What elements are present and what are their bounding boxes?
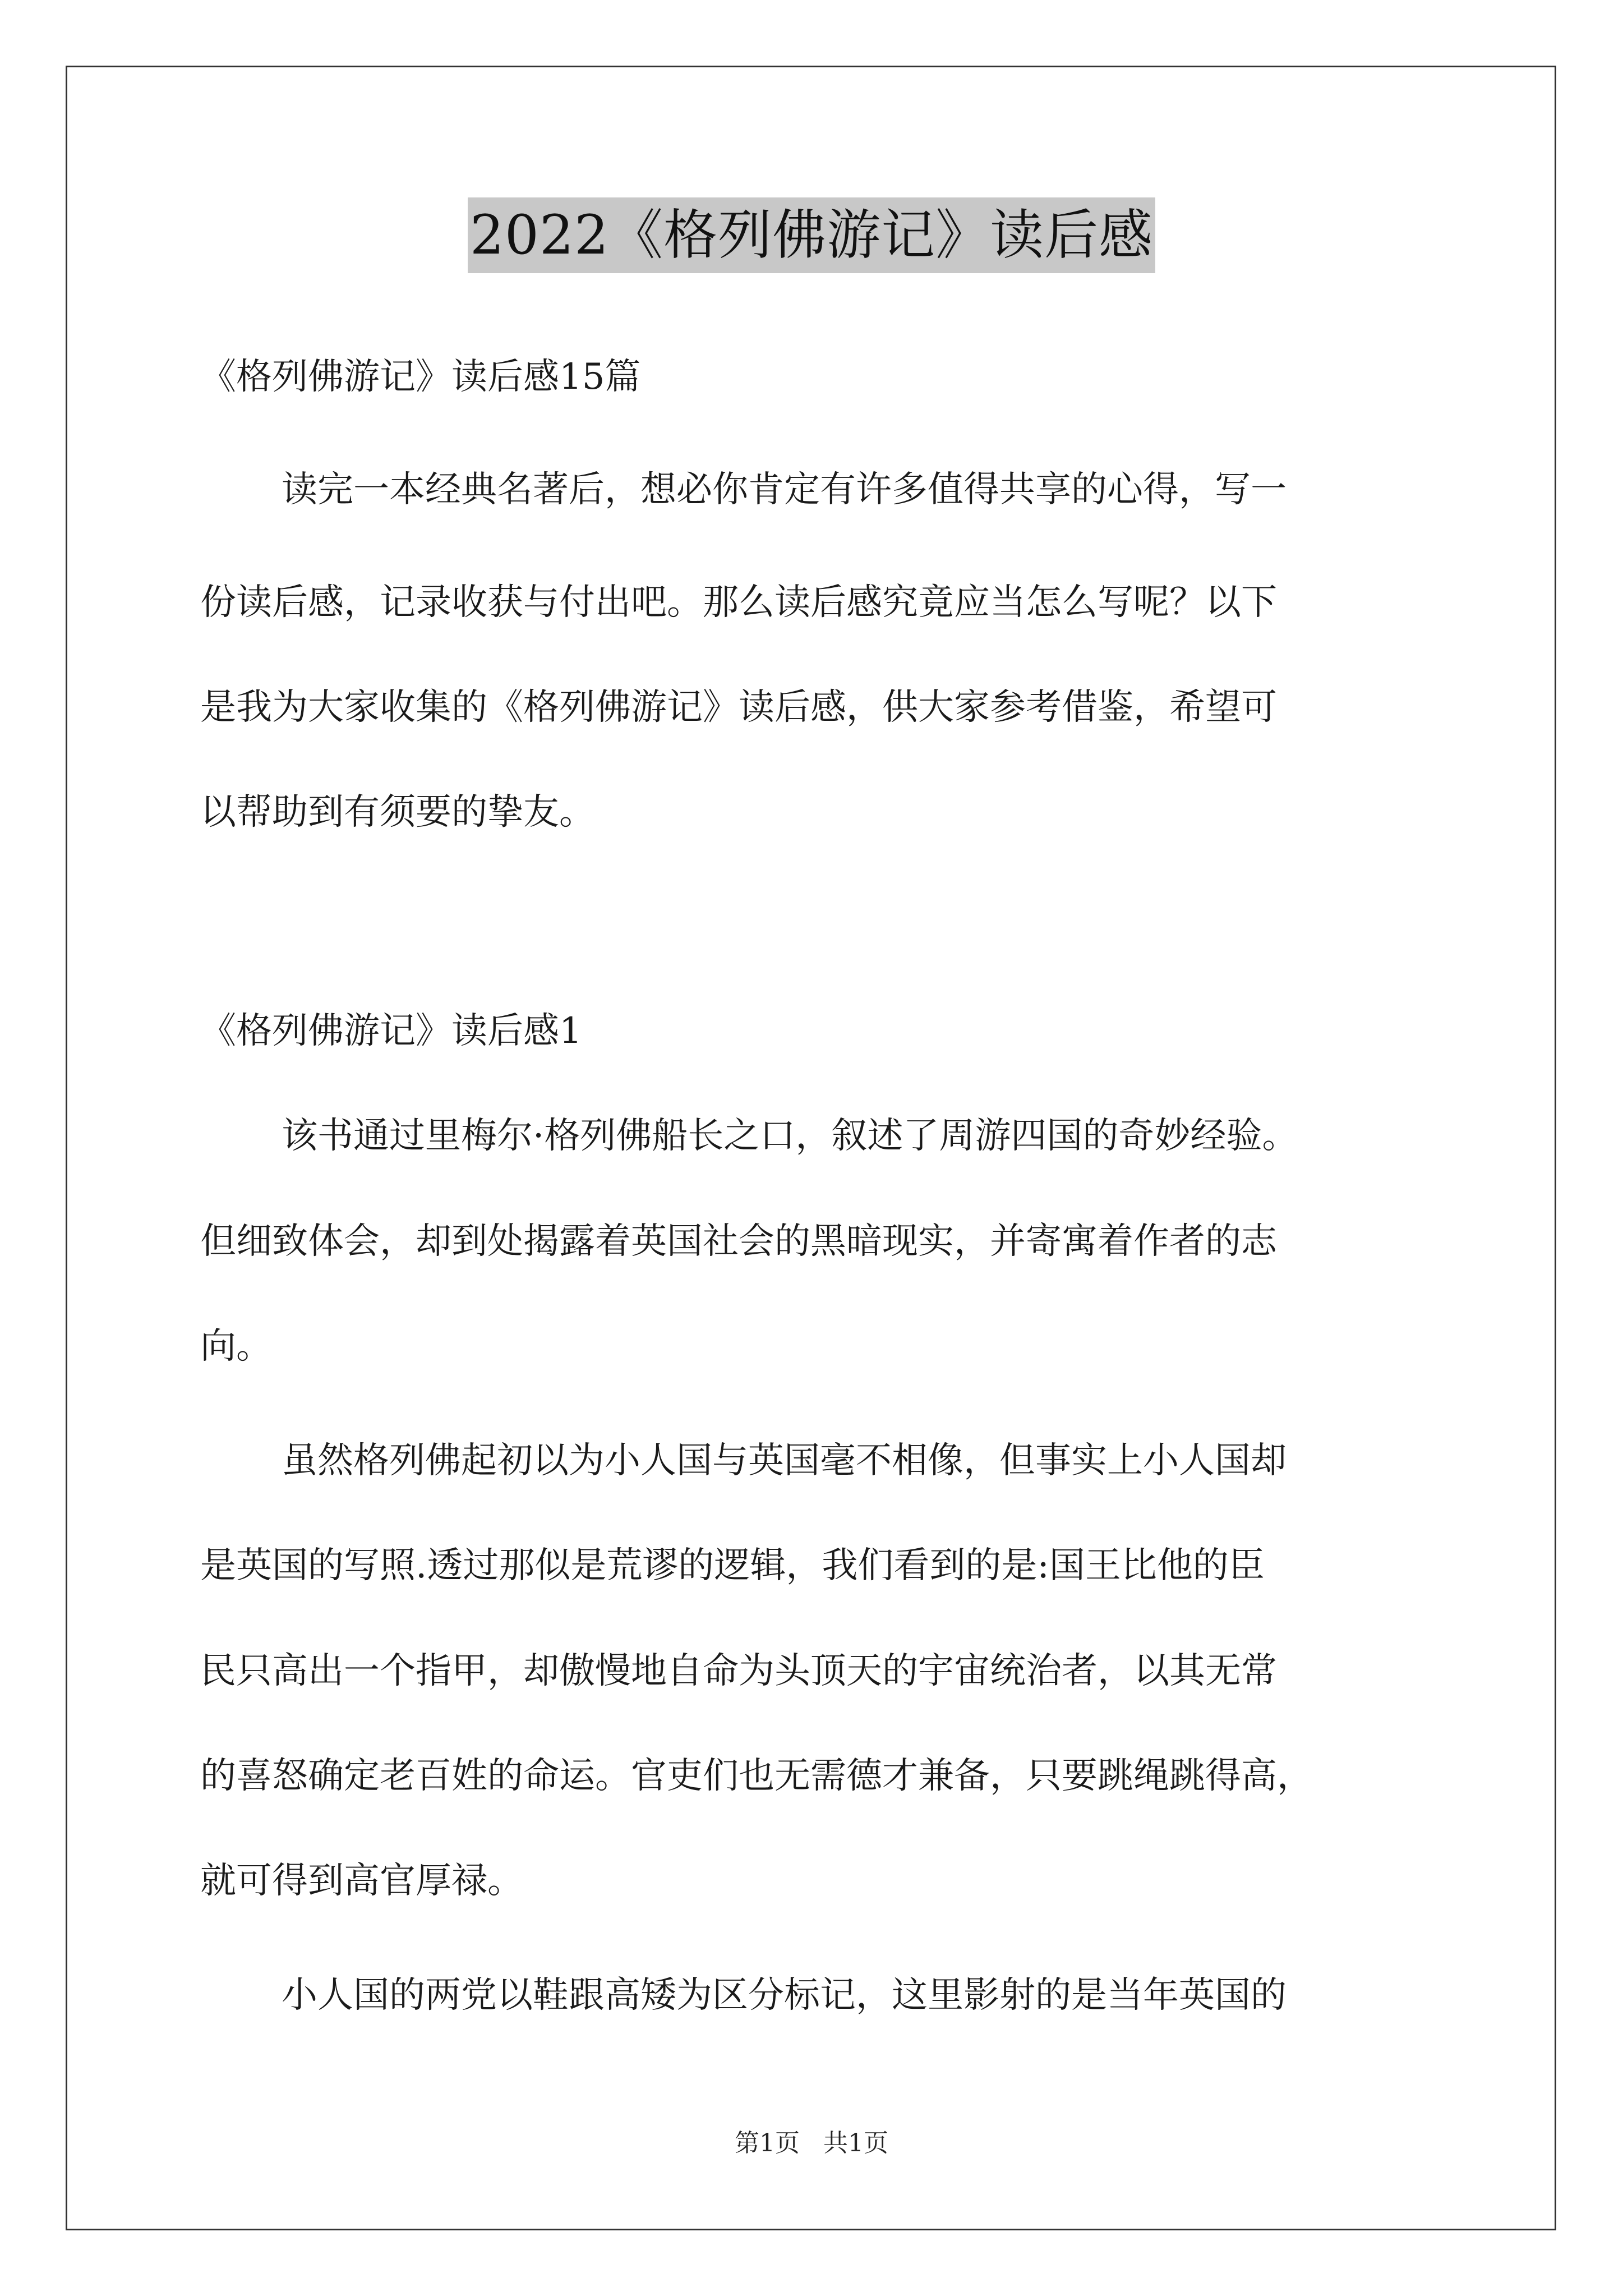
paragraph-line: 的喜怒确定老百姓的命运。官吏们也无需德才兼备，只要跳绳跳得高， xyxy=(200,1755,1313,1797)
subtitle: 《格列佛游记》读后感15篇 xyxy=(200,356,641,398)
page-number: 第1页 xyxy=(735,2129,800,2157)
paragraph-line: 民只高出一个指甲，却傲慢地自命为头顶天的宇宙统治者，以其无常 xyxy=(200,1650,1277,1692)
intro-line: 是我为大家收集的《格列佛游记》读后感，供大家参考借鉴，希望可 xyxy=(200,687,1277,728)
paragraph-line: 该书通过里梅尔·格列佛船长之口，叙述了周游四国的奇妙经验。 xyxy=(282,1115,1298,1157)
document-title: 2022《格列佛游记》读后感 xyxy=(468,197,1155,273)
paragraph-line: 但细致体会，却到处揭露着英国社会的黑暗现实，并寄寓着作者的志 xyxy=(200,1221,1277,1262)
paragraph-line: 是英国的写照.透过那似是荒谬的逻辑，我们看到的是:国王比他的臣 xyxy=(200,1545,1265,1586)
intro-line: 份读后感，记录收获与付出吧。那么读后感究竟应当怎么写呢？以下 xyxy=(200,582,1277,623)
section-heading: 《格列佛游记》读后感1 xyxy=(200,1010,582,1052)
page-total: 共1页 xyxy=(823,2129,888,2157)
intro-line: 以帮助到有须要的挚友。 xyxy=(200,792,595,833)
title-container xyxy=(0,197,1623,273)
paragraph-line: 小人国的两党以鞋跟高矮为区分标记，这里影射的是当年英国的 xyxy=(282,1975,1287,2016)
page-footer xyxy=(0,2123,1623,2159)
paragraph-line: 向。 xyxy=(200,1326,272,1367)
paragraph-line: 虽然格列佛起初以为小人国与英国毫不相像，但事实上小人国却 xyxy=(282,1440,1287,1481)
intro-line: 读完一本经典名著后，想必你肯定有许多值得共享的心得，写一 xyxy=(282,469,1287,510)
paragraph-line: 就可得到高官厚禄。 xyxy=(200,1860,523,1902)
